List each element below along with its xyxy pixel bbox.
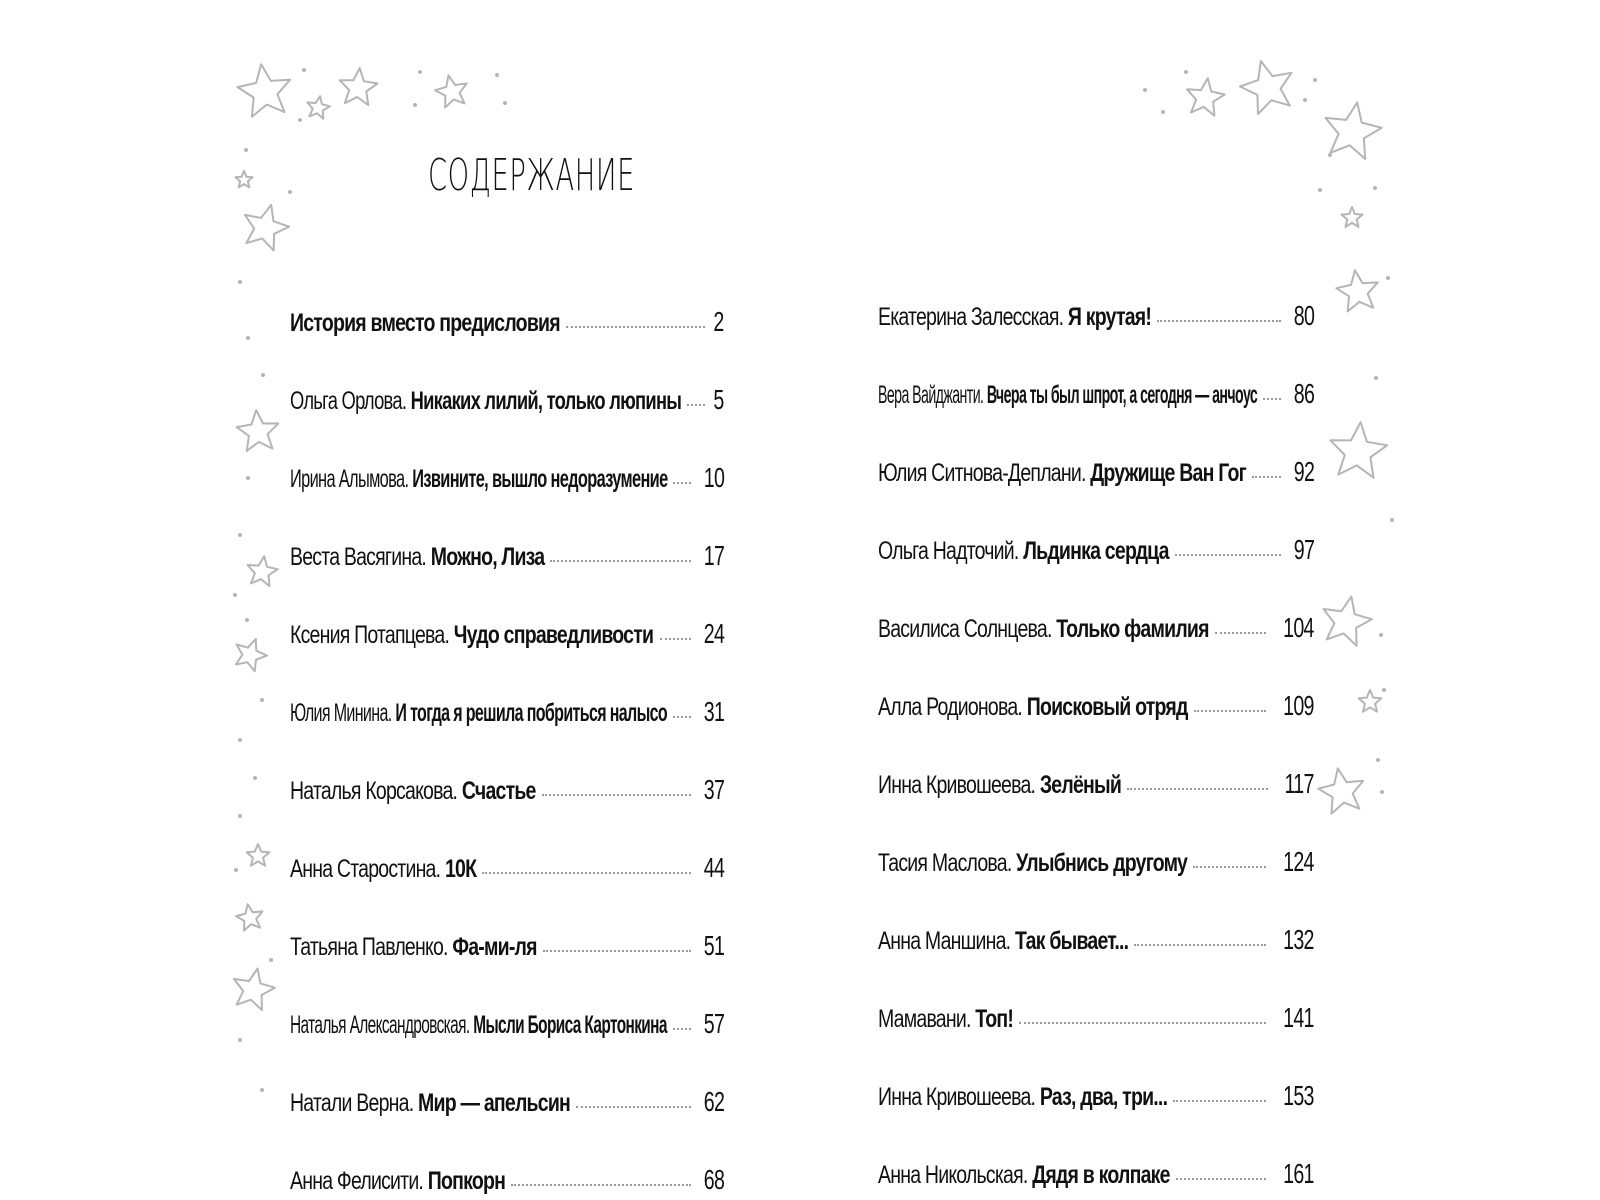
star-icon — [1330, 422, 1387, 478]
entry-author: Татьяна Павленко. — [290, 933, 448, 961]
dot-icon — [495, 73, 499, 77]
dot-leader — [566, 326, 706, 328]
dot-icon — [1386, 276, 1390, 280]
toc-entry[interactable] — [290, 832, 724, 884]
entry-page-number: 117 — [1284, 768, 1314, 799]
star-icon — [340, 68, 378, 105]
dot-icon — [233, 593, 237, 597]
dot-leader — [543, 950, 691, 952]
entry-title: Так бывает... — [1014, 927, 1129, 955]
entry-author: Василиса Солнцева. — [878, 615, 1052, 643]
dot-icon — [1143, 88, 1147, 92]
star-icon — [245, 205, 289, 251]
entry-page-number: 68 — [703, 1164, 724, 1195]
entry-title: И тогда я решила побриться налысо — [395, 699, 668, 727]
entry-author: Юлия Ситнова-Деплани. — [878, 459, 1086, 487]
entry-title: Я крутая! — [1067, 303, 1152, 331]
toc-entry[interactable] — [290, 910, 724, 962]
entry-author: Ольга Орлова. — [290, 387, 407, 415]
star-icon — [237, 410, 279, 451]
star-icon — [247, 844, 270, 866]
entry-page-number: 2 — [713, 306, 724, 337]
toc-entry[interactable] — [290, 754, 724, 806]
star-icon — [236, 904, 262, 930]
toc-entry[interactable] — [290, 364, 724, 416]
entry-author: Юлия Минина. — [290, 699, 392, 727]
entry-author: Екатерина Залесская. — [878, 303, 1064, 331]
dot-icon — [1373, 186, 1377, 190]
dot-leader — [1215, 632, 1267, 634]
dot-icon — [1328, 153, 1332, 157]
entry-title: Поисковый отряд — [1026, 693, 1188, 721]
entry-author: Анна Маншина. — [878, 927, 1011, 955]
toc-entry[interactable] — [878, 1060, 1314, 1112]
entry-title: Счастье — [461, 777, 536, 805]
entry-author: Наталья Александровская. — [290, 1011, 470, 1039]
toc-entry[interactable] — [290, 676, 724, 728]
entry-title: Мир — апельсин — [418, 1089, 571, 1117]
entry-page-number: 44 — [703, 852, 724, 883]
star-icon — [1187, 78, 1225, 116]
toc-entry[interactable] — [878, 592, 1314, 644]
entry-author: Анна Никольская. — [878, 1161, 1028, 1189]
dot-icon — [1380, 790, 1384, 794]
entry-author: Анна Старостина. — [290, 855, 441, 883]
entry-page-number: 51 — [703, 930, 724, 961]
dot-icon — [1379, 633, 1383, 637]
dot-icon — [1318, 188, 1322, 192]
entry-page-number: 24 — [703, 618, 724, 649]
entry-page-number: 97 — [1293, 534, 1314, 565]
toc-entry[interactable] — [290, 286, 724, 338]
entry-page-number: 86 — [1293, 378, 1314, 409]
star-icon — [237, 64, 290, 116]
entry-author: Вера Вайджанти. — [878, 381, 984, 409]
toc-entry[interactable] — [878, 826, 1314, 878]
star-icon — [1359, 690, 1382, 712]
entry-page-number: 62 — [703, 1086, 724, 1117]
entry-author: Ксения Потапцева. — [290, 621, 450, 649]
dot-leader — [1157, 320, 1281, 322]
star-icon — [235, 171, 252, 187]
entry-page-number: 17 — [703, 540, 724, 571]
dot-leader — [673, 482, 691, 484]
entry-page-number: 92 — [1293, 456, 1314, 487]
star-icon — [1318, 768, 1363, 813]
entry-page-number: 31 — [703, 696, 724, 727]
entry-title: Улыбнись другому — [1016, 849, 1188, 877]
entry-author: Ирина Алымова. — [290, 465, 409, 493]
star-icon — [1336, 270, 1378, 311]
entry-title: 10К — [444, 855, 477, 883]
dot-leader — [542, 794, 691, 796]
dot-icon — [260, 698, 264, 702]
dot-icon — [1376, 758, 1380, 762]
dot-icon — [1161, 110, 1165, 114]
dot-icon — [246, 476, 250, 480]
entry-page-number: 57 — [703, 1008, 724, 1039]
entry-title: Зелёный — [1039, 771, 1122, 799]
entry-page-number: 132 — [1283, 924, 1314, 955]
dot-icon — [245, 618, 249, 622]
toc-entry[interactable] — [290, 1144, 724, 1196]
star-icon — [435, 75, 467, 107]
star-icon — [1326, 103, 1382, 160]
dot-icon — [269, 958, 273, 962]
dot-leader — [511, 1184, 691, 1186]
dot-icon — [261, 373, 265, 377]
entry-title: Дружище Ван Гог — [1090, 459, 1247, 487]
entry-page-number: 80 — [1293, 300, 1314, 331]
entry-page-number: 141 — [1283, 1002, 1314, 1033]
dot-leader — [1127, 788, 1268, 790]
dot-icon — [302, 68, 306, 72]
toc-entry[interactable] — [290, 1066, 724, 1118]
dot-leader — [673, 1028, 691, 1030]
dot-icon — [238, 533, 242, 537]
entry-title: Дядя в колпаке — [1032, 1161, 1170, 1189]
dot-icon — [1390, 518, 1394, 522]
entry-page-number: 10 — [703, 462, 724, 493]
dot-leader — [1252, 476, 1281, 478]
entry-page-number: 161 — [1283, 1158, 1314, 1189]
entry-page-number: 153 — [1283, 1080, 1314, 1111]
dot-leader — [1019, 1022, 1266, 1024]
dot-icon — [246, 336, 250, 340]
dot-leader — [1134, 944, 1266, 946]
dot-icon — [238, 814, 242, 818]
entry-author: Инна Кривошеева. — [878, 771, 1036, 799]
toc-entry[interactable] — [290, 442, 724, 494]
dot-icon — [298, 118, 302, 122]
dot-leader — [482, 872, 690, 874]
entry-page-number: 124 — [1283, 846, 1314, 877]
dot-icon — [413, 103, 417, 107]
toc-entry[interactable] — [878, 982, 1314, 1034]
dot-icon — [234, 868, 238, 872]
entry-author: Инна Кривошеева. — [878, 1083, 1036, 1111]
star-icon — [307, 96, 330, 119]
entry-page-number: 5 — [713, 384, 724, 415]
star-icon — [1324, 597, 1372, 646]
toc-entry[interactable] — [290, 520, 724, 572]
entry-author: Мамавани. — [878, 1005, 971, 1033]
entry-title: Льдинка сердца — [1023, 537, 1169, 565]
entry-author: Тасия Маслова. — [878, 849, 1012, 877]
dot-icon — [238, 738, 242, 742]
entry-author: Наталья Корсакова. — [290, 777, 458, 805]
dot-leader — [673, 716, 691, 718]
toc-entry[interactable] — [878, 904, 1314, 956]
entry-title: Можно, Лиза — [430, 543, 545, 571]
entry-title: Попкорн — [427, 1167, 506, 1195]
entry-title: Раз, два, три... — [1039, 1083, 1168, 1111]
dot-leader — [1175, 554, 1281, 556]
dot-leader — [550, 560, 691, 562]
entry-title: Топ! — [975, 1005, 1014, 1033]
dot-icon — [1313, 78, 1317, 82]
toc-entry[interactable] — [290, 598, 724, 650]
entry-title: Чудо справедливости — [453, 621, 654, 649]
star-icon — [1240, 61, 1292, 114]
entry-author: Алла Родионова. — [878, 693, 1023, 721]
toc-entry[interactable] — [878, 358, 1314, 410]
entry-author: Натали Верна. — [290, 1089, 414, 1117]
entry-title: История вместо предисловия — [290, 309, 560, 337]
entry-page-number: 104 — [1283, 612, 1314, 643]
toc-entry[interactable] — [878, 514, 1314, 566]
dot-leader — [1194, 710, 1267, 712]
entry-title: Только фамилия — [1056, 615, 1209, 643]
dot-icon — [1303, 98, 1307, 102]
dot-leader — [1263, 398, 1281, 400]
dot-icon — [260, 1088, 264, 1092]
dot-icon — [238, 1038, 242, 1042]
dot-icon — [1184, 70, 1188, 74]
dot-icon — [1382, 688, 1386, 692]
dot-leader — [687, 404, 705, 406]
dot-icon — [253, 776, 257, 780]
star-icon — [236, 639, 267, 671]
dot-icon — [418, 70, 422, 74]
dot-icon — [244, 148, 248, 152]
entry-author: Анна Фелисити. — [290, 1167, 424, 1195]
entry-title: Извините, вышло недоразумение — [412, 465, 668, 493]
dot-leader — [576, 1106, 691, 1108]
star-icon — [1342, 207, 1363, 227]
toc-entry[interactable] — [878, 280, 1314, 332]
toc-entry[interactable] — [290, 988, 724, 1040]
dot-icon — [238, 280, 242, 284]
entry-title: Вчера ты был шпрот, а сегодня — анчоус — [986, 381, 1258, 409]
dot-icon — [503, 101, 507, 105]
page-title: СОДЕРЖАНИЕ — [428, 150, 635, 201]
entry-author: Ольга Надточий. — [878, 537, 1019, 565]
toc-entry[interactable] — [878, 1138, 1314, 1190]
entry-page-number: 37 — [703, 774, 724, 805]
entry-title: Мысли Бориса Картонкина — [473, 1011, 667, 1039]
dot-icon — [288, 190, 292, 194]
dot-leader — [1176, 1178, 1267, 1180]
dot-leader — [660, 638, 691, 640]
dot-leader — [1173, 1100, 1266, 1102]
entry-title: Фа-ми-ля — [452, 933, 537, 961]
toc-entry[interactable] — [878, 748, 1314, 800]
dot-icon — [1374, 376, 1378, 380]
entry-title: Никаких лилий, только люпины — [410, 387, 682, 415]
star-icon — [248, 556, 278, 586]
dot-leader — [1193, 866, 1266, 868]
toc-entry[interactable] — [878, 670, 1314, 722]
toc-entry[interactable] — [878, 436, 1314, 488]
entry-author: Веста Васягина. — [290, 543, 427, 571]
star-icon — [234, 969, 275, 1011]
entry-page-number: 109 — [1283, 690, 1314, 721]
